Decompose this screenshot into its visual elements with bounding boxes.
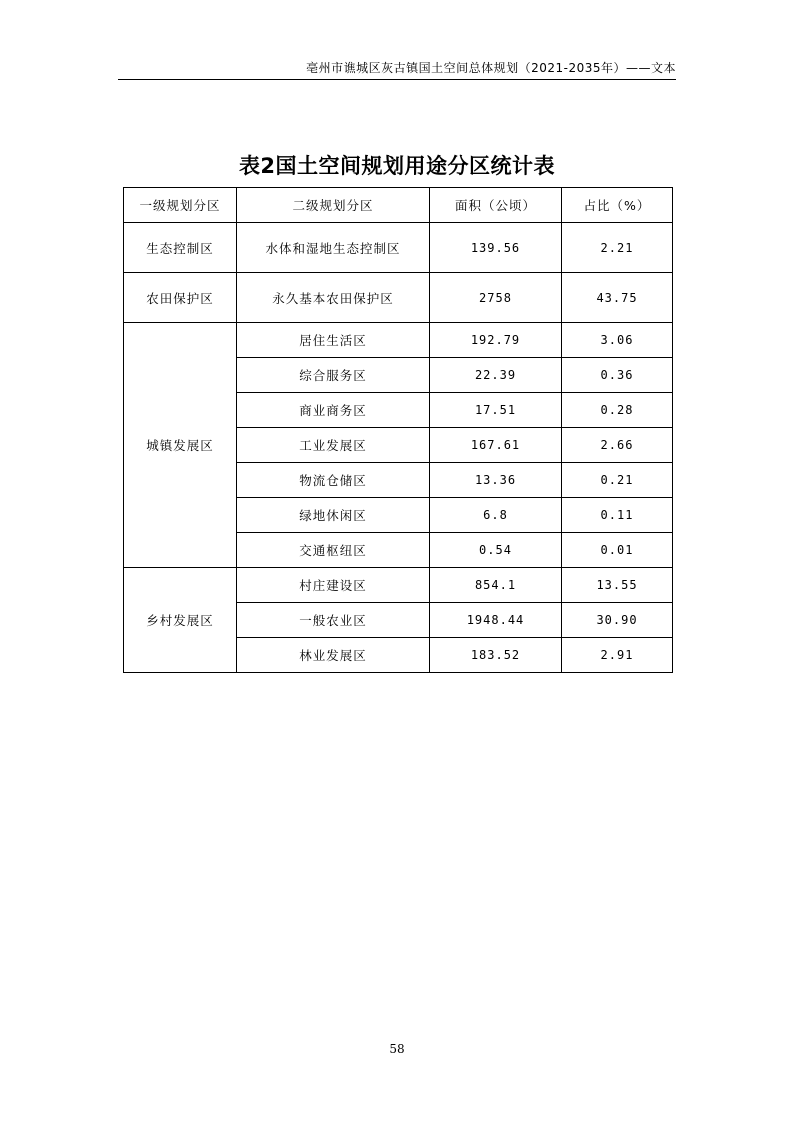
ratio-value: 2.91 — [562, 638, 673, 673]
ratio-value: 13.55 — [562, 568, 673, 603]
area-value: 139.56 — [430, 223, 562, 273]
level1-zone: 农田保护区 — [124, 273, 237, 323]
zoning-statistics-table — [123, 187, 673, 673]
level1-zone: 生态控制区 — [124, 223, 237, 273]
ratio-value: 2.66 — [562, 428, 673, 463]
level2-zone: 一般农业区 — [237, 603, 430, 638]
ratio-value: 43.75 — [562, 273, 673, 323]
running-header: 亳州市谯城区灰古镇国土空间总体规划（2021-2035年）——文本 — [306, 61, 676, 75]
level2-zone: 村庄建设区 — [237, 568, 430, 603]
table-header-row — [124, 188, 673, 223]
ratio-value: 30.90 — [562, 603, 673, 638]
level2-zone: 工业发展区 — [237, 428, 430, 463]
level1-zone: 乡村发展区 — [124, 568, 237, 673]
level2-zone: 林业发展区 — [237, 638, 430, 673]
area-value: 17.51 — [430, 393, 562, 428]
area-value: 854.1 — [430, 568, 562, 603]
area-value: 6.8 — [430, 498, 562, 533]
level2-zone: 永久基本农田保护区 — [237, 273, 430, 323]
area-value: 183.52 — [430, 638, 562, 673]
area-value: 167.61 — [430, 428, 562, 463]
level2-zone: 物流仓储区 — [237, 463, 430, 498]
ratio-value: 3.06 — [562, 323, 673, 358]
page-number: 58 — [389, 1042, 405, 1056]
level2-zone: 商业商务区 — [237, 393, 430, 428]
ratio-value: 0.21 — [562, 463, 673, 498]
area-value: 2758 — [430, 273, 562, 323]
table-row — [124, 568, 673, 603]
header-level2: 二级规划分区 — [237, 188, 430, 223]
level2-zone: 交通枢纽区 — [237, 533, 430, 568]
header-rule — [118, 79, 676, 80]
ratio-value: 0.36 — [562, 358, 673, 393]
ratio-value: 0.28 — [562, 393, 673, 428]
header-level1: 一级规划分区 — [124, 188, 237, 223]
level2-zone: 水体和湿地生态控制区 — [237, 223, 430, 273]
area-value: 192.79 — [430, 323, 562, 358]
header-ratio: 占比（%） — [562, 188, 673, 223]
table-row — [124, 223, 673, 273]
level1-zone: 城镇发展区 — [124, 323, 237, 568]
area-value: 13.36 — [430, 463, 562, 498]
level2-zone: 居住生活区 — [237, 323, 430, 358]
ratio-value: 2.21 — [562, 223, 673, 273]
area-value: 1948.44 — [430, 603, 562, 638]
ratio-value: 0.11 — [562, 498, 673, 533]
level2-zone: 综合服务区 — [237, 358, 430, 393]
area-value: 22.39 — [430, 358, 562, 393]
area-value: 0.54 — [430, 533, 562, 568]
table-title: 表2国土空间规划用途分区统计表 — [238, 154, 556, 178]
table-row — [124, 273, 673, 323]
level2-zone: 绿地休闲区 — [237, 498, 430, 533]
ratio-value: 0.01 — [562, 533, 673, 568]
table-row — [124, 323, 673, 358]
header-area: 面积（公顷） — [430, 188, 562, 223]
